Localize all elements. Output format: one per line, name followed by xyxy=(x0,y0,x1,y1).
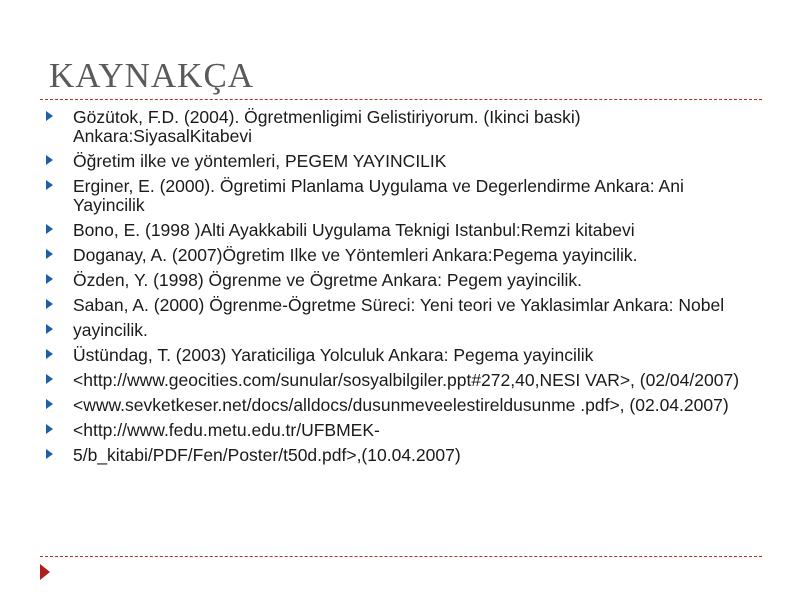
triangle-bullet-icon xyxy=(46,449,53,459)
triangle-bullet-icon xyxy=(46,349,53,359)
footer-divider xyxy=(40,556,762,557)
reference-item xyxy=(44,321,754,340)
reference-text: Öğretim ilke ve yöntemleri, PEGEM YAYINCILIK xyxy=(73,151,447,171)
reference-item xyxy=(44,221,754,240)
triangle-bullet-icon xyxy=(46,155,53,165)
triangle-bullet-icon xyxy=(46,180,53,190)
reference-item xyxy=(44,108,754,146)
reference-text: Erginer, E. (2000). Ögretimi Planlama Uygulama ve Degerlendirme Ankara: Ani Yayincilik xyxy=(73,176,684,215)
reference-item xyxy=(44,421,754,440)
reference-item xyxy=(44,271,754,290)
triangle-bullet-icon xyxy=(46,399,53,409)
reference-text: <http://www.fedu.metu.edu.tr/UFBMEK- xyxy=(73,420,380,440)
reference-text: Gözütok, F.D. (2004). Ögretmenligimi Gelistiriyorum. (Ikinci baski) Ankara:SiyasalKitabevi xyxy=(73,107,581,146)
reference-list xyxy=(44,108,754,471)
triangle-bullet-icon xyxy=(46,299,53,309)
title-divider xyxy=(40,99,762,100)
reference-item xyxy=(44,177,754,215)
reference-item xyxy=(44,246,754,265)
reference-item xyxy=(44,446,754,465)
reference-item xyxy=(44,346,754,365)
reference-text: Üstündag, T. (2003) Yaraticiliga Yolculuk Ankara: Pegema yayincilik xyxy=(73,345,594,365)
reference-item xyxy=(44,296,754,315)
reference-text: yayincilik. xyxy=(73,320,148,340)
triangle-bullet-icon xyxy=(46,274,53,284)
reference-text: Saban, A. (2000) Ögrenme-Ögretme Süreci: Yeni teori ve Yaklasimlar Ankara: Nobel xyxy=(73,295,725,315)
reference-text: <http://www.geocities.com/sunular/sosyalbilgiler.ppt#272,40,NESI VAR>, (02/04/2007) xyxy=(73,370,740,390)
reference-text: 5/b_kitabi/PDF/Fen/Poster/t50d.pdf>,(10.04.2007) xyxy=(73,445,461,465)
triangle-bullet-icon xyxy=(46,224,53,234)
reference-text: Doganay, A. (2007)Ögretim Ilke ve Yöntemleri Ankara:Pegema yayincilik. xyxy=(73,245,638,265)
triangle-bullet-icon xyxy=(46,111,53,121)
reference-text: <www.sevketkeser.net/docs/alldocs/dusunmeveelestireldusunme .pdf>, (02.04.2007) xyxy=(73,395,729,415)
triangle-bullet-icon xyxy=(46,249,53,259)
play-arrow-icon[interactable] xyxy=(40,564,50,580)
reference-item xyxy=(44,396,754,415)
triangle-bullet-icon xyxy=(46,324,53,334)
slide-title: KAYNAKÇA xyxy=(49,56,255,95)
reference-text: Özden, Y. (1998) Ögrenme ve Ögretme Ankara: Pegem yayincilik. xyxy=(73,270,583,290)
reference-text: Bono, E. (1998 )Alti Ayakkabili Uygulama Teknigi Istanbul:Remzi kitabevi xyxy=(73,220,635,240)
triangle-bullet-icon xyxy=(46,374,53,384)
reference-item xyxy=(44,371,754,390)
triangle-bullet-icon xyxy=(46,424,53,434)
reference-item xyxy=(44,152,754,171)
